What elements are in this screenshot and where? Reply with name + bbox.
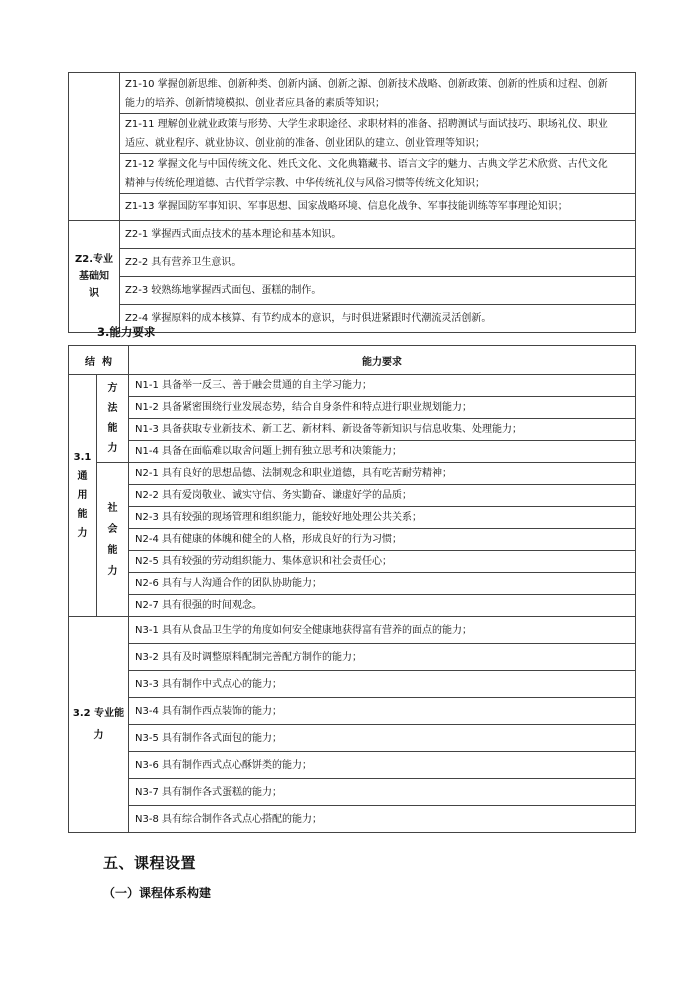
z2-3-text: Z2-3 较熟练地掌握西式面包、蛋糕的制作。: [125, 284, 322, 296]
z2-category-cell: [69, 221, 120, 333]
knowledge-row: [120, 114, 636, 154]
ability-row: [129, 779, 636, 806]
general-label-char: 能: [77, 509, 88, 520]
header-structure: [69, 346, 129, 375]
z2-2-text: Z2-2 具有营养卫生意识。: [125, 256, 242, 268]
z1-11-line1: Z1-11 理解创业就业政策与形势、大学生求职途径、求职材料的准备、招聘测试与面试技巧、职场礼仪、职业: [125, 118, 608, 130]
header-requirement: 能力要求: [129, 346, 636, 375]
n1-4-text: N1-4 具备在面临难以取舍问题上拥有独立思考和决策能力；: [135, 446, 402, 457]
n1-1-text: N1-1 具备举一反三、善于融会贯通的自主学习能力；: [135, 380, 372, 391]
ability-row: [129, 595, 636, 617]
ability-row: [129, 573, 636, 595]
ability-row: [129, 463, 636, 485]
n3-6-text: N3-6 具有制作西式点心酥饼类的能力；: [135, 759, 312, 771]
professional-ability-label: [69, 617, 129, 833]
ability-row: [129, 551, 636, 573]
z2-category-line1: Z2.专业: [74, 254, 113, 265]
z1-11-line2: 适应、就业程序、就业协议、创业前的准备、创业团队的建立、创业管理等知识；: [125, 137, 485, 149]
n2-1-text: N2-1 具有良好的思想品德、法制观念和职业道德，具有吃苦耐劳精神；: [135, 468, 452, 479]
general-label-char: 力: [77, 528, 88, 539]
method-label-char: 法: [107, 402, 118, 414]
general-label-char: 用: [77, 490, 88, 501]
method-ability-label: [97, 375, 129, 463]
ability-row: [129, 806, 636, 833]
section-3-title: 3.能力要求: [97, 325, 156, 339]
z2-4-text: Z2-4 掌握原料的成本核算、有节约成本的意识，与时俱进紧跟时代潮流灵活创新。: [125, 312, 492, 324]
general-ability-label: [69, 375, 97, 617]
n3-3-text: N3-3 具有制作中式点心的能力；: [135, 678, 282, 690]
z2-1-text: Z2-1 掌握西式面点技术的基本理论和基本知识。: [125, 228, 342, 240]
n2-7-text: N2-7 具有很强的时间观念。: [135, 600, 262, 611]
knowledge-row: [120, 277, 636, 305]
knowledge-row: [120, 154, 636, 194]
section-5-title: 五、课程设置: [103, 854, 197, 872]
method-label-char: 力: [107, 442, 118, 454]
social-label-char: 力: [107, 565, 118, 577]
method-label-char: 方: [107, 382, 118, 394]
n3-4-text: N3-4 具有制作西点装饰的能力；: [135, 705, 282, 717]
ability-row: [129, 529, 636, 551]
z1-10-line1: Z1-10 掌握创新思维、创新种类、创新内涵、创新之源、创新技术战略、创新政策、创新的性质和过程、创新: [125, 78, 608, 90]
ability-row: [129, 507, 636, 529]
z1-10-line2: 能力的培养、创新情境模拟、创业者应具备的素质等知识；: [125, 97, 385, 109]
knowledge-row: [120, 249, 636, 277]
professional-label-line2: 力: [93, 729, 104, 741]
z1-12-line2: 精神与传统伦理道德、古代哲学宗教、中华传统礼仪与风俗习惯等传统文化知识；: [125, 177, 485, 189]
n3-2-text: N3-2 具有及时调整原料配制完善配方制作的能力；: [135, 651, 362, 663]
n2-6-text: N2-6 具有与人沟通合作的团队协助能力；: [135, 578, 322, 589]
n3-1-text: N3-1 具有从食品卫生学的角度如何安全健康地获得富有营养的面点的能力；: [135, 624, 472, 636]
professional-label-line1: 3.2 专业能: [72, 707, 125, 719]
ability-row: [129, 698, 636, 725]
ability-table: [68, 345, 636, 833]
ability-row: [129, 752, 636, 779]
ability-row: [129, 485, 636, 507]
social-ability-label: [97, 463, 129, 617]
n2-4-text: N2-4 具有健康的体魄和健全的人格，形成良好的行为习惯；: [135, 534, 402, 545]
knowledge-row: [120, 305, 636, 333]
header-structure-char2: 构: [101, 356, 112, 368]
z2-category-line2: 基础知: [79, 271, 109, 282]
ability-row: [129, 725, 636, 752]
n1-2-text: N1-2 具备紧密围绕行业发展态势，结合自身条件和特点进行职业规划能力；: [135, 402, 472, 413]
section-5-1-title: （一）课程体系构建: [103, 886, 212, 900]
ability-row: [129, 617, 636, 644]
ability-row: [129, 644, 636, 671]
n3-8-text: N3-8 具有综合制作各式点心搭配的能力；: [135, 813, 322, 825]
ability-row: [129, 441, 636, 463]
ability-row: [129, 397, 636, 419]
z1-13-text: Z1-13 掌握国防军事知识、军事思想、国家战略环境、信息化战争、军事技能训练等军事理论知识；: [125, 201, 568, 212]
ability-row: [129, 671, 636, 698]
knowledge-row: [120, 194, 636, 221]
n1-3-text: N1-3 具备获取专业新技术、新工艺、新材料、新设备等新知识与信息收集、处理能力；: [135, 424, 522, 435]
social-label-char: 能: [107, 544, 118, 556]
z2-category-line3: 识: [89, 288, 99, 299]
z1-category-cell: [69, 73, 120, 221]
knowledge-table: [68, 72, 636, 333]
general-label-char: 3.1: [73, 452, 92, 463]
social-label-char: 会: [107, 523, 118, 535]
z1-12-line1: Z1-12 掌握文化与中国传统文化、姓氏文化、文化典籍藏书、语言文字的魅力、古典文学艺术欣赏、古代文化: [125, 158, 608, 170]
header-structure-char1: 结: [85, 356, 96, 368]
n2-2-text: N2-2 具有爱岗敬业、诚实守信、务实勤奋、谦虚好学的品质；: [135, 490, 412, 501]
social-label-char: 社: [107, 502, 118, 514]
method-label-char: 能: [107, 422, 118, 434]
ability-row: [129, 375, 636, 397]
n2-3-text: N2-3 具有较强的现场管理和组织能力，能较好地处理公共关系；: [135, 512, 422, 523]
knowledge-row: [120, 73, 636, 114]
n2-5-text: N2-5 具有较强的劳动组织能力、集体意识和社会责任心；: [135, 556, 392, 567]
n3-5-text: N3-5 具有制作各式面包的能力；: [135, 732, 282, 744]
n3-7-text: N3-7 具有制作各式蛋糕的能力；: [135, 786, 282, 798]
general-label-char: 通: [77, 471, 88, 482]
knowledge-row: [120, 221, 636, 249]
ability-row: [129, 419, 636, 441]
